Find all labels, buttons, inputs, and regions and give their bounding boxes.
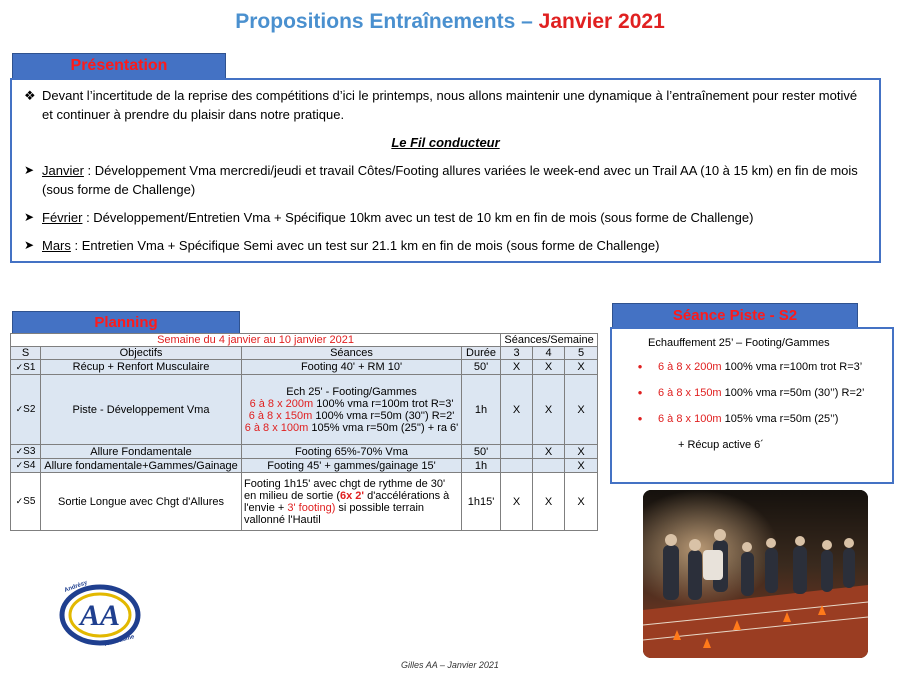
session-id: S4: [23, 460, 36, 471]
training-photo: [643, 490, 868, 658]
seance-item: [622, 360, 882, 374]
seance-piste-label: Séance Piste - S2: [612, 303, 858, 329]
x-cell: X: [565, 360, 598, 375]
session-id: S3: [23, 446, 36, 457]
header-seances: Séances: [242, 347, 462, 360]
month-name: Janvier: [42, 163, 84, 178]
duree-cell: 1h: [462, 375, 501, 445]
month-name: Mars: [42, 238, 71, 253]
session-cell: [11, 445, 41, 459]
planning-table: [10, 333, 598, 531]
x-cell: [501, 445, 533, 459]
seance-item-rest: 105% vma r=50m (25’’): [721, 413, 839, 425]
seance-red: 6 à 8 x 200m: [249, 397, 314, 410]
arrow-bullet-icon: ➤: [24, 238, 35, 252]
check-icon: ✓: [15, 460, 24, 470]
seances-semaine-header: Séances/Semaine: [501, 334, 598, 347]
recup-text: + Récup active 6´: [678, 439, 764, 451]
header-s: S: [11, 347, 41, 360]
x-cell: [501, 459, 533, 473]
month-item-janvier: [24, 161, 867, 199]
header-4: 4: [533, 347, 565, 360]
logo-bottom-text: Athlétisme: [103, 634, 136, 648]
seance-red: 6 à 8 x 150m: [248, 409, 313, 422]
fil-conducteur-heading: Le Fil conducteur: [391, 135, 500, 150]
diamond-bullet-icon: ❖: [24, 88, 36, 103]
duree-cell: 1h: [462, 459, 501, 473]
x-cell: X: [565, 375, 598, 445]
month-text: : Développement/Entretien Vma + Spécifique 10km avec un test de 10 km en fin de mois (sous forme de Challenge): [82, 210, 754, 225]
arrow-bullet-icon: ➤: [24, 210, 35, 224]
presentation-box: [10, 78, 881, 263]
seance-lead: Ech 25' - Footing/Gammes: [286, 385, 417, 398]
session-id: S1: [23, 361, 36, 373]
seance-rest: 100% vma r=100m trot R=3': [313, 397, 454, 410]
page-title: [0, 10, 900, 34]
seance-line: [244, 422, 459, 434]
week-label: Semaine du 4 janvier au 10 janvier 2021: [11, 334, 501, 347]
seance-piste-box: [610, 327, 894, 484]
month-name: Février: [42, 210, 83, 225]
month-item-fevrier: [24, 208, 867, 227]
seance-red: 6 à 8 x 100m: [244, 421, 309, 434]
objectif-cell: Récup + Renfort Musculaire: [41, 360, 242, 375]
x-cell: X: [533, 445, 565, 459]
session-id: S5: [23, 496, 36, 507]
seance-cell: Footing 45' + gammes/gainage 15': [242, 459, 462, 473]
club-logo: [55, 580, 145, 650]
seance-cell: Footing 40' + RM 10': [242, 360, 462, 375]
seance-rest: 105% vma r=50m (25'') + ra 6': [308, 421, 459, 434]
session-cell: [11, 360, 41, 375]
red-dot-icon: •: [637, 359, 643, 374]
objectif-cell: Allure Fondamentale: [41, 445, 242, 459]
s5-red: 6x 2': [340, 489, 365, 502]
s5-text-c: si possible terrain vallonné l'Hautil: [244, 501, 425, 526]
objectif-cell: Sortie Longue avec Chgt d'Allures: [41, 473, 242, 531]
x-cell: X: [533, 375, 565, 445]
table-week-row: [11, 334, 598, 347]
s5-text-a: Footing 1h15' avec chgt de rythme de 30' en milieu de sortie (: [244, 477, 446, 502]
warmup-text: Echauffement 25’ – Footing/Gammes: [648, 337, 830, 349]
x-cell: X: [565, 445, 598, 459]
s5-red2: 3' footing): [287, 501, 336, 514]
andresy-athletisme-logo: [55, 580, 145, 650]
intro-text: Devant l’incertitude de la reprise des compétitions d’ici le printemps, nous allons maintenir une dynamique à l’entraînement pour rester motivé et continuer à prendre du plaisir dans notre pratique.: [42, 88, 858, 122]
check-icon: ✓: [15, 496, 24, 506]
x-cell: X: [565, 473, 598, 531]
x-cell: X: [501, 360, 533, 375]
title-date: Janvier 2021: [538, 10, 665, 33]
header-duree: Durée: [462, 347, 501, 360]
title-main: Propositions Entraînements –: [235, 10, 539, 33]
seance-item-red: 6 à 8 x 100m: [658, 413, 722, 425]
seance-item-rest: 100% vma r=100m trot R=3’: [721, 361, 863, 373]
table-row: [11, 473, 598, 531]
table-row: [11, 445, 598, 459]
duree-cell: 50': [462, 360, 501, 375]
seance-item-red: 6 à 8 x 150m: [658, 387, 722, 399]
month-text: : Développement Vma mercredi/jeudi et travail Côtes/Footing allures variées le week-end avec un Trail AA (10 à 15 km) en fin de mois (sous forme de Challenge): [42, 163, 858, 197]
session-id: S2: [23, 404, 36, 415]
arrow-bullet-icon: ➤: [24, 163, 35, 177]
check-icon: ✓: [15, 361, 24, 372]
seance-cell: [242, 473, 462, 531]
logo-letters: AA: [79, 599, 121, 632]
red-dot-icon: •: [637, 411, 643, 426]
table-row: [11, 360, 598, 375]
footer-credit: Gilles AA – Janvier 2021: [401, 660, 499, 670]
table-row: [11, 375, 598, 445]
track-photo-illustration: [643, 490, 868, 658]
logo-top-text: Andrésy: [63, 580, 89, 594]
seance-line: [244, 410, 459, 422]
check-icon: ✓: [15, 446, 24, 456]
x-cell: [533, 459, 565, 473]
month-text: : Entretien Vma + Spécifique Semi avec un test sur 21.1 km en fin de mois (sous forme de Challenge): [70, 238, 660, 253]
seance-cell: [242, 375, 462, 445]
x-cell: X: [533, 360, 565, 375]
x-cell: X: [501, 473, 533, 531]
table-row: [11, 459, 598, 473]
seance-rest: 100% vma r=50m (30'') R=2': [312, 409, 455, 422]
s5-text-b: d'accélérations à l'envie +: [244, 489, 450, 514]
objectif-cell: Allure fondamentale+Gammes/Gainage: [41, 459, 242, 473]
planning-label: Planning: [12, 311, 240, 335]
header-3: 3: [501, 347, 533, 360]
check-icon: ✓: [15, 404, 24, 414]
month-item-mars: [24, 236, 867, 255]
seance-item-rest: 100% vma r=50m (30’’) R=2’: [721, 387, 865, 399]
seance-item: [622, 412, 882, 426]
duree-cell: 50': [462, 445, 501, 459]
seance-item: [622, 386, 882, 400]
intro-paragraph: [24, 86, 867, 124]
session-cell: [11, 459, 41, 473]
red-dot-icon: •: [637, 385, 643, 400]
seance-line: [244, 398, 459, 410]
duree-cell: 1h15': [462, 473, 501, 531]
x-cell: X: [533, 473, 565, 531]
x-cell: X: [565, 459, 598, 473]
seance-item-red: 6 à 8 x 200m: [658, 361, 722, 373]
objectif-cell: Piste - Développement Vma: [41, 375, 242, 445]
presentation-label: Présentation: [12, 53, 226, 79]
session-cell: [11, 473, 41, 531]
table-header-row: [11, 347, 598, 360]
x-cell: X: [501, 375, 533, 445]
header-objectifs: Objectifs: [41, 347, 242, 360]
header-5: 5: [565, 347, 598, 360]
session-cell: [11, 375, 41, 445]
seance-cell: Footing 65%-70% Vma: [242, 445, 462, 459]
